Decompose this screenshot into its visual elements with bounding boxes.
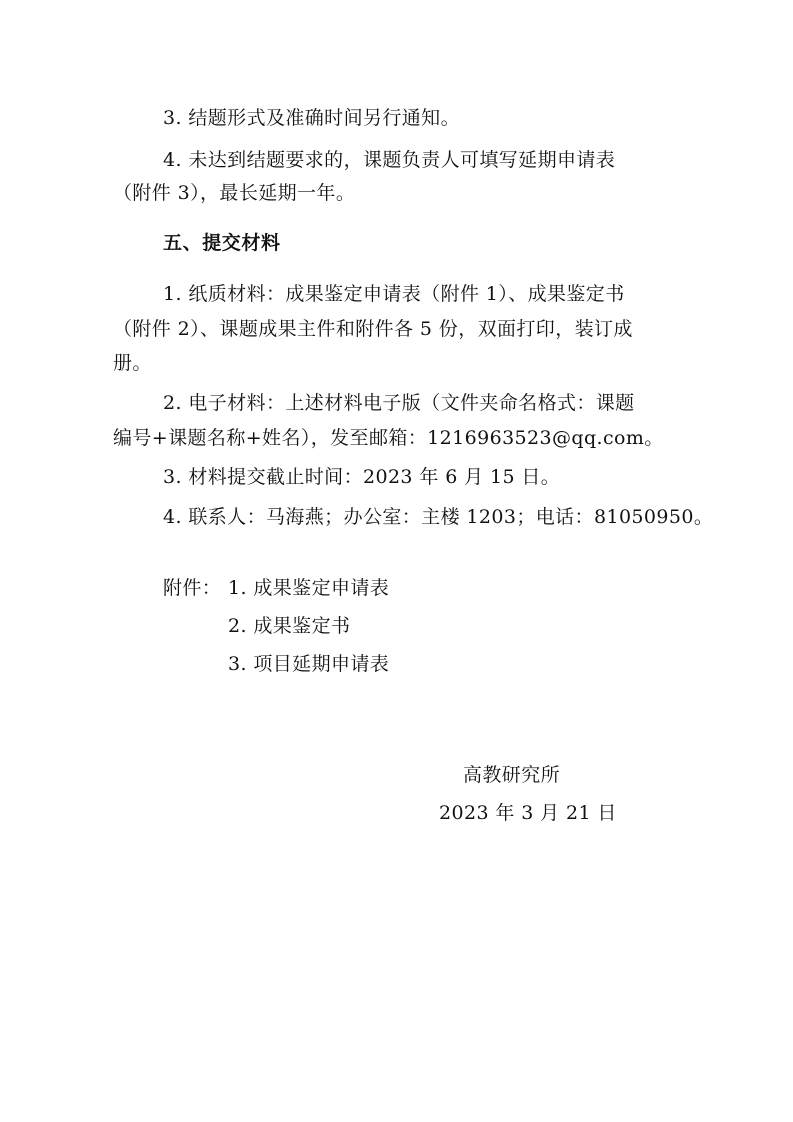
materials-line-6: 3. 材料提交截止时间：2023 年 6 月 15 日。 [163,466,561,488]
materials-line-3: 册。 [113,352,152,374]
materials-line-5: 编号+课题名称+姓名），发至邮箱：1216963523@qq.com。 [113,427,664,449]
attachment-item-2: 2. 成果鉴定书 [228,615,351,637]
materials-line-2: （附件 2）、课题成果主件和附件各 5 份，双面打印，装订成 [113,318,633,340]
notice-item-3: 3. 结题形式及准确时间另行通知。 [163,107,460,129]
notice-item-4: 4. 未达到结题要求的，课题负责人可填写延期申请表 [163,149,616,171]
materials-line-1: 1. 纸质材料：成果鉴定申请表（附件 1）、成果鉴定书 [163,283,625,305]
attachment-item-1: 1. 成果鉴定申请表 [228,577,390,599]
signature-date: 2023 年 3 月 21 日 [439,802,617,824]
attachment-item-3: 3. 项目延期申请表 [228,653,390,675]
materials-line-4: 2. 电子材料：上述材料电子版（文件夹命名格式：课题 [163,392,635,414]
section-heading-materials: 五、提交材料 [163,232,281,254]
attachments-label: 附件： [163,577,222,599]
materials-line-7: 4. 联系人：马海燕；办公室：主楼 1203；电话：81050950。 [163,506,714,528]
notice-item-4-continued: （附件 3），最长延期一年。 [113,182,356,204]
signature-org: 高教研究所 [463,764,561,786]
